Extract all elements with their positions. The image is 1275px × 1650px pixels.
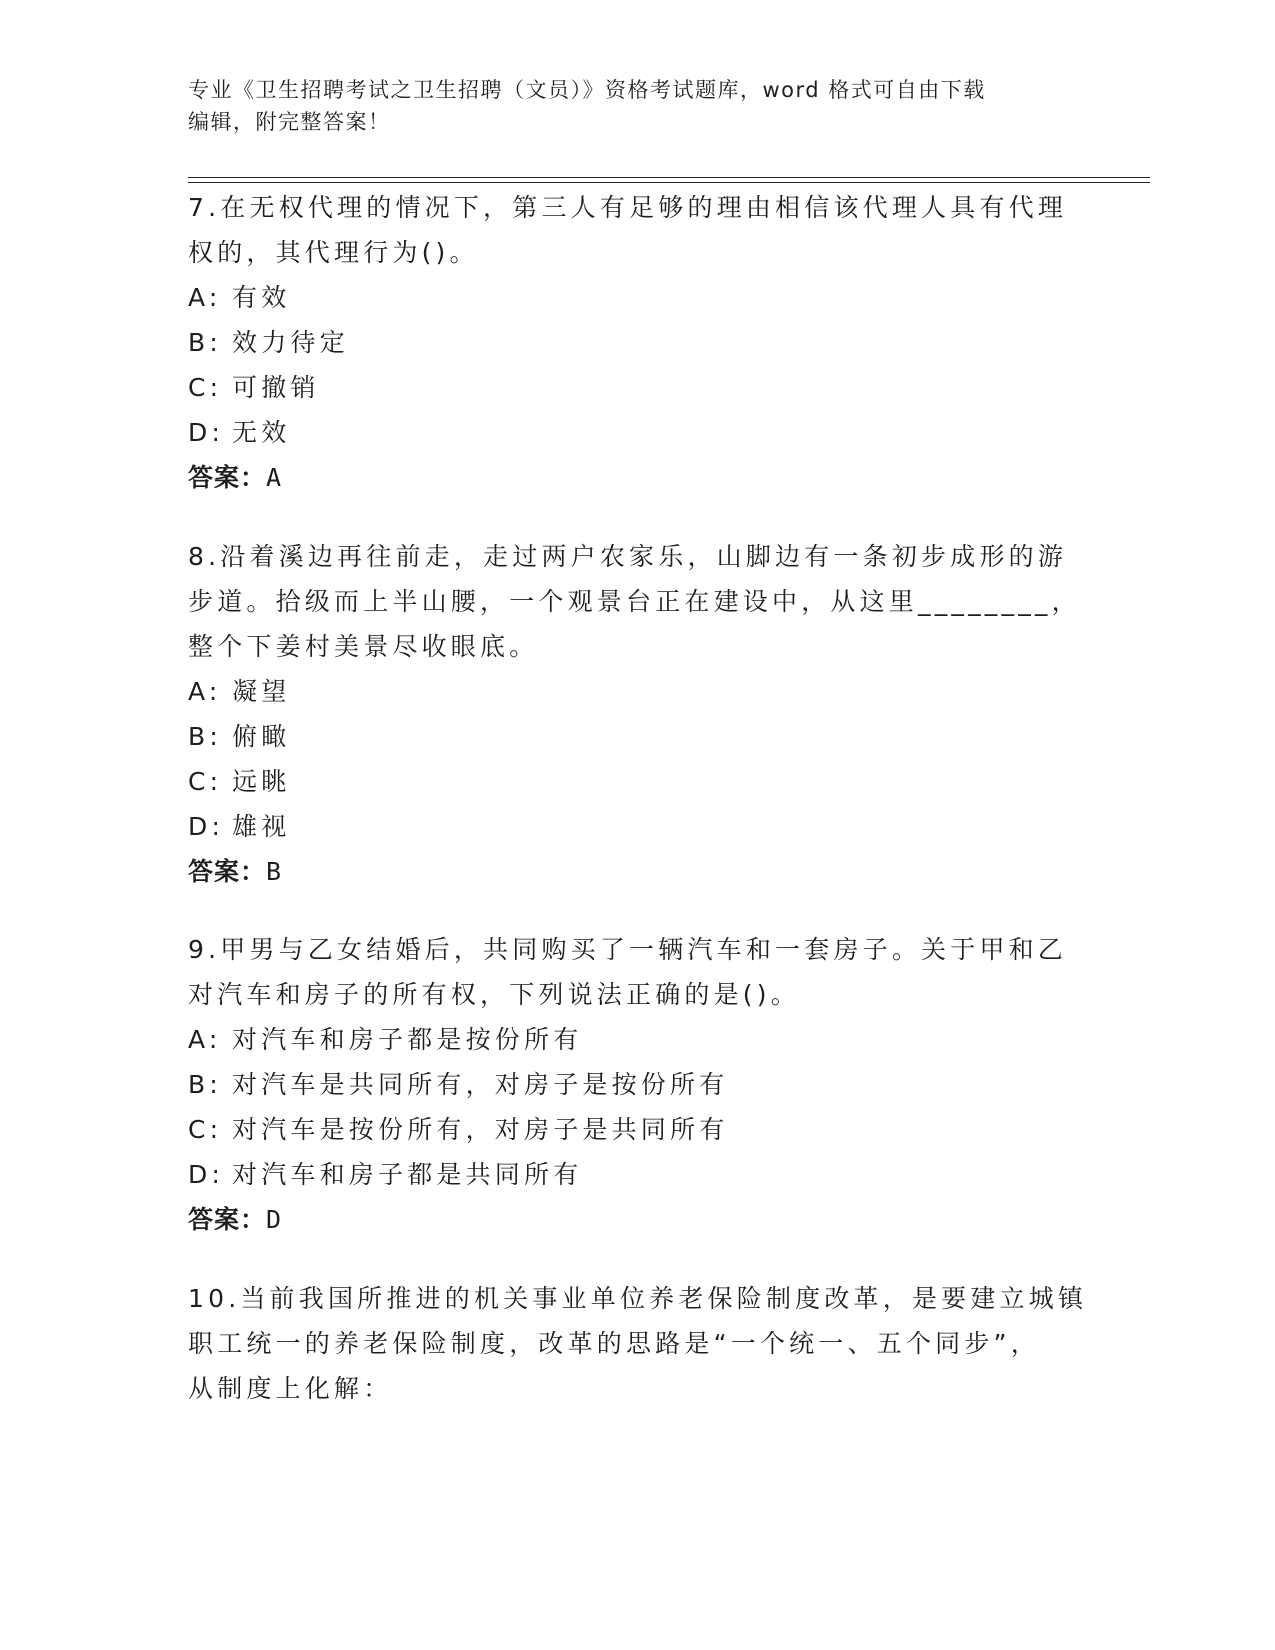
option-a: A: 有效 [188,283,291,312]
stem-line: 对汽车和房子的所有权，下列说法正确的是()。 [188,980,800,1009]
question-8 [188,534,1088,894]
stem-line: 权的，其代理行为()。 [188,238,479,267]
answer: 答案：D [188,1205,283,1234]
header-divider-bottom [188,182,1150,183]
question-stem [188,185,1088,275]
question-10 [188,1276,1088,1411]
stem-line: 8.沿着溪边再往前走，走过两户农家乐，山脚边有一条初步成形的游 [188,542,1068,571]
stem-line: 9.甲男与乙女结婚后，共同购买了一辆汽车和一套房子。关于甲和乙 [188,935,1068,964]
question-stem [188,534,1088,669]
option-a: A: 凝望 [188,677,291,706]
header-line-2: 编辑，附完整答案！ [188,110,391,134]
stem-line: 职工统一的养老保险制度，改革的思路是“一个统一、五个同步”， [188,1329,1040,1358]
question-stem [188,1276,1088,1411]
option-c: C: 对汽车是按份所有，对房子是共同所有 [188,1115,729,1144]
option-a: A: 对汽车和房子都是按份所有 [188,1025,583,1054]
question-7 [188,185,1088,500]
stem-line: 7.在无权代理的情况下，第三人有足够的理由相信该代理人具有代理 [188,193,1068,222]
option-c: C: 远眺 [188,767,291,796]
question-9 [188,927,1088,1242]
option-d: D: 雄视 [188,812,291,841]
answer: 答案：B [188,857,283,886]
option-b: B: 效力待定 [188,328,349,357]
answer: 答案：A [188,463,283,492]
option-b: B: 俯瞰 [188,722,291,751]
option-d: D: 无效 [188,418,291,447]
stem-line: 整个下姜村美景尽收眼底。 [188,632,539,661]
header-divider-top [188,177,1150,178]
option-c: C: 可撤销 [188,373,320,402]
option-d: D: 对汽车和房子都是共同所有 [188,1160,583,1189]
option-b: B: 对汽车是共同所有，对房子是按份所有 [188,1070,729,1099]
question-stem [188,927,1088,1017]
document-header [188,74,1088,138]
stem-line: 从制度上化解： [188,1374,393,1403]
stem-line: 10.当前我国所推进的机关事业单位养老保险制度改革，是要建立城镇 [188,1284,1088,1313]
stem-line: 步道。拾级而上半山腰，一个观景台正在建设中，从这里________， [188,587,1081,616]
header-line-1: 专业《卫生招聘考试之卫生招聘（文员）》资格考试题库，word 格式可自由下载 [188,78,986,102]
